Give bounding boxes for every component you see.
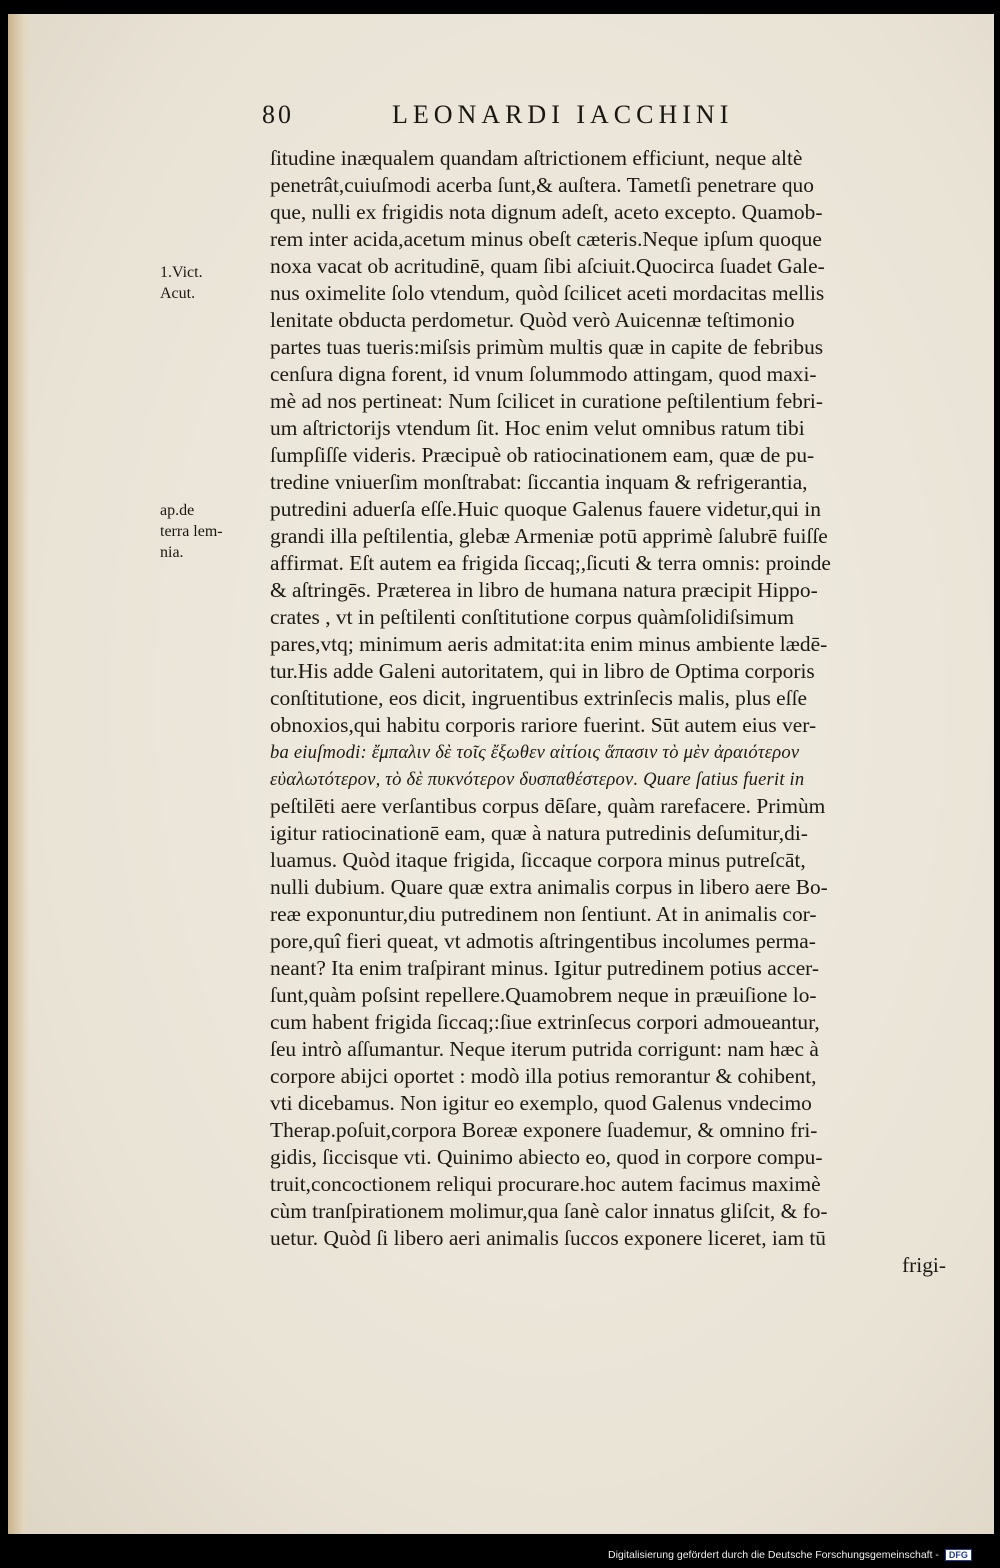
- text-line: conſtitutione, eos dicit, ingruentibus extrinſecis malis, plus eſſe: [270, 686, 808, 710]
- text-line: affirmat. Eſt autem ea frigida ſiccaq;,ſicuti & terra omnis: proinde: [270, 551, 831, 575]
- text-line: partes tuas tueris:miſsis primùm multis quæ in capite de febribus: [270, 335, 824, 359]
- text-line: pore,quî fieri queat, vt admotis aſtringentibus incolumes perma-: [270, 929, 816, 953]
- text-line: lenitate obducta perdometur. Quòd verò Auicennæ teſtimonio: [270, 308, 795, 332]
- margin-note: ap.de terra lem- nia.: [160, 502, 223, 561]
- text-line: ſeu intrò aſſumantur. Neque iterum putrida corrigunt: nam hæc à: [270, 1037, 819, 1061]
- text-line: neant? Ita enim traſpirant minus. Igitur putredinem potius accer-: [270, 956, 820, 980]
- catchword: frigi-: [902, 1253, 946, 1277]
- text-line: & aſtringēs. Præterea in libro de humana natura præcipit Hippo-: [270, 578, 818, 602]
- text-line: ſumpſiſſe videris. Præcipuè ob ratiocinationem eam, quæ de pu-: [270, 443, 815, 467]
- text-line: luamus. Quòd itaque frigida, ſiccaque corpora minus putreſcāt,: [270, 848, 806, 872]
- text-line: Therap.poſuit,corpora Boreæ exponere ſuademur, & omnino fri-: [270, 1118, 818, 1142]
- text-line: nulli dubium. Quare quæ extra animalis corpus in libero aere Bo-: [270, 875, 828, 899]
- text-line: ſunt,quàm poſsint repellere.Quamobrem neque in præuiſione lo-: [270, 983, 817, 1007]
- body-text: [270, 145, 946, 1279]
- text-line: ſitudine inæqualem quandam aſtrictionem efficiunt, neque altè: [270, 146, 803, 170]
- text-line: grandi illa peſtilentia, glebæ Armeniæ potū apprimè ſalubrē fuiſſe: [270, 524, 828, 548]
- text-line: rem inter acida,acetum minus obeſt cæteris.Neque ipſum quoque: [270, 227, 822, 251]
- text-line: obnoxios,qui habitu corporis rariore fuerint. Sūt autem eius ver-: [270, 713, 817, 737]
- text-line: truit,concoctionem reliqui procurare.hoc autem facimus maximè: [270, 1172, 821, 1196]
- text-line: cùm tranſpirationem molimur,qua ſanè calor innatus gliſcit, & fo-: [270, 1199, 828, 1223]
- running-head: LEONARDI IACCHINI: [392, 100, 734, 129]
- text-line: pares,vtq; minimum aeris admitat:ita enim minus ambiente lædē-: [270, 632, 828, 656]
- funding-credit-text: Digitalisierung gefördert durch die Deutsche Forschungsgemeinschaft -: [608, 1549, 939, 1561]
- text-line: putredini aduerſa eſſe.Huic quoque Galenus fauere videtur,qui in: [270, 497, 821, 521]
- margin-note: 1.Vict. Acut.: [160, 264, 203, 302]
- text-line: nus oximelite ſolo vtendum, quòd ſcilicet aceti mordacitas mellis: [270, 281, 825, 305]
- text-line: mè ad nos pertineat: Num ſcilicet in curatione peſtilentium febri-: [270, 389, 824, 413]
- text-line: penetrât,cuiuſmodi acerba ſunt,& auſtera. Tametſi penetrare quo: [270, 173, 814, 197]
- text-line: que, nulli ex frigidis nota dignum adeſt, aceto excepto. Quamob-: [270, 200, 823, 224]
- text-line: noxa vacat ob acritudinē, quam ſibi aſciuit.Quocirca ſuadet Gale-: [270, 254, 825, 278]
- greek-text-line: ba eiuſmodi: ἔμπαλιν δὲ τοῖς ἔξωθεν αἰτίοις ἅπασιν τὸ μὲν ἀραιότερον: [270, 742, 800, 763]
- text-line: cenſura digna forent, id vnum ſolummodo attingam, quod maxi-: [270, 362, 817, 386]
- text-line: igitur ratiocinationē eam, quæ à natura putredinis deſumitur,di-: [270, 821, 808, 845]
- text-line: tredine vniuerſim monſtrabat: ſiccantia inquam & refrigerantia,: [270, 470, 808, 494]
- page-header: [262, 96, 822, 136]
- text-line: uetur. Quòd ſi libero aeri animalis ſuccos exponere liceret, iam tū: [270, 1226, 826, 1250]
- page-number: 80: [262, 100, 294, 129]
- text-line: cum habent frigida ſiccaq;:ſiue extrinſecus corpori admoueantur,: [270, 1010, 820, 1034]
- text-line: reæ exponuntur,diu putredinem non ſentiunt. At in animalis cor-: [270, 902, 817, 926]
- text-line: corpore abijci oportet : modò illa potius remorantur & cohibent,: [270, 1064, 817, 1088]
- text-line: crates , vt in peſtilenti conſtitutione corpus quàmſolidiſsimum: [270, 605, 794, 629]
- page-spine-shadow: [8, 14, 30, 1534]
- greek-text-line: εὐαλωτότερον, τὸ δὲ πυκνότερον δυσπαθέστερον. Quare ſatius fuerit in: [270, 769, 805, 790]
- text-line: um aſtrictorijs vtendum ſit. Hoc enim velut omnibus ratum tibi: [270, 416, 805, 440]
- footer-credit: [608, 1549, 972, 1561]
- text-line: tur.His adde Galeni autoritatem, qui in libro de Optima corporis: [270, 659, 815, 683]
- text-line: gidis, ſiccisque vti. Quinimo abiecto eo, quod in corpore compu-: [270, 1145, 823, 1169]
- text-line: vti dicebamus. Non igitur eo exemplo, quod Galenus vndecimo: [270, 1091, 812, 1115]
- dfg-logo: DFG: [945, 1549, 972, 1561]
- text-line: peſtilēti aere verſantibus corpus dēſare, quàm rarefacere. Primùm: [270, 794, 826, 818]
